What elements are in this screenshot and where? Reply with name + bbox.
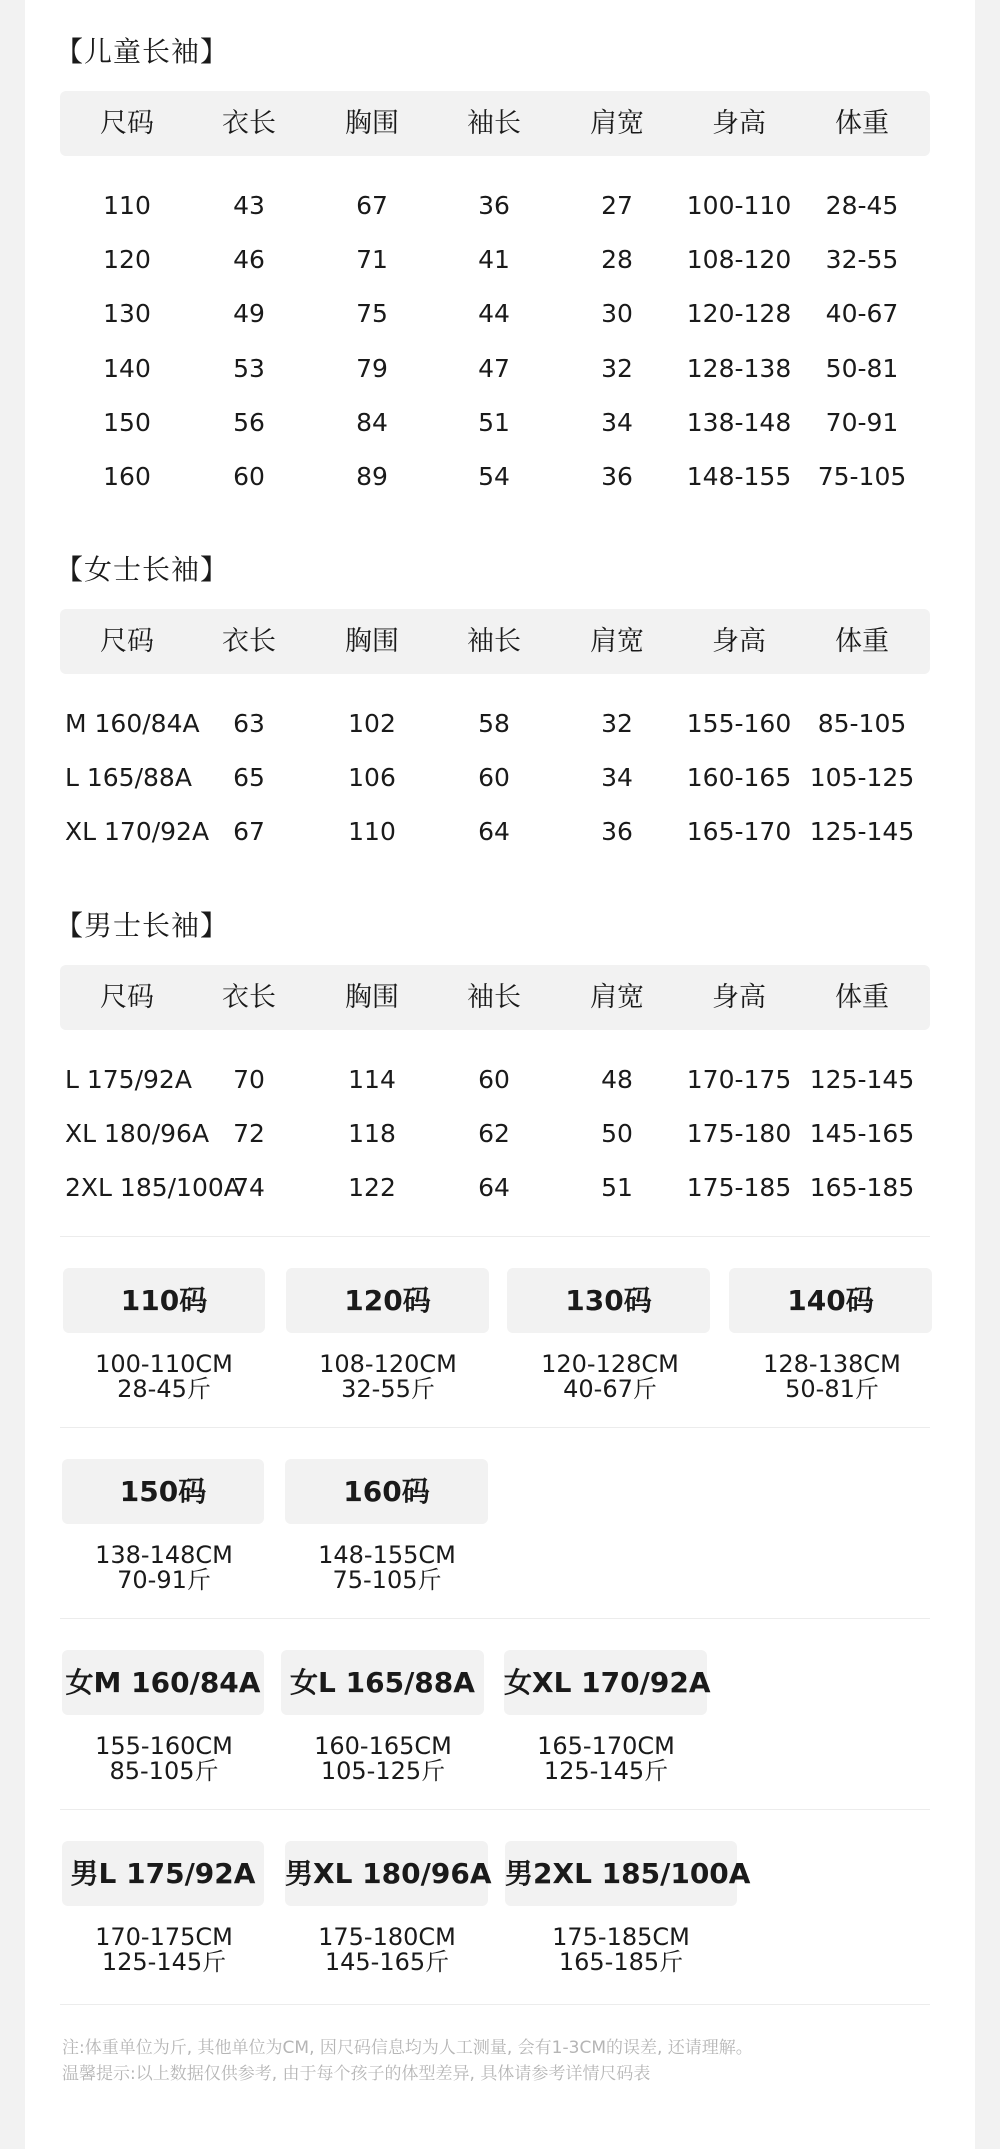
kids-cell-sleeve: 36: [478, 191, 510, 220]
men-cell-sleeve: 60: [478, 1065, 510, 1094]
kids-cell-size: 110: [103, 191, 151, 220]
kids-cell-shoulder: 30: [601, 299, 633, 329]
men-header-size: 尺码: [100, 982, 154, 1013]
size-weight-140: 50-81斤: [785, 1375, 879, 1403]
women-cell-weight: 105-125: [809, 763, 915, 792]
kids-cell-weight: 28-45: [825, 191, 899, 220]
women-cell-shoulder: 34: [601, 763, 633, 792]
size-height-150: 138-148CM: [95, 1541, 233, 1569]
women-cell-size: L 165/88A: [65, 763, 192, 792]
men-header-weight: 体重: [835, 982, 889, 1013]
men-cell-length: 72: [233, 1119, 265, 1148]
men-cell-weight: 125-145: [809, 1065, 915, 1094]
women-cell-sleeve: 64: [478, 817, 510, 846]
kids-cell-chest: 67: [356, 191, 388, 220]
kids-header-weight: 体重: [835, 108, 889, 139]
footnote-units: 注:体重单位为斤, 其他单位为CM, 因尺码信息均为人工测量, 会有1-3CM的误差, 还请理解。: [62, 2038, 753, 2058]
kids-cell-size: 120: [103, 245, 151, 275]
kids-cell-chest: 75: [356, 299, 388, 329]
kids-cell-weight: 75-105: [817, 462, 907, 491]
men-cell-height: 175-180: [686, 1119, 792, 1148]
size-badge-women-m: 女M 160/84A: [62, 1650, 264, 1715]
kids-cell-weight: 50-81: [825, 353, 899, 383]
women-header-shoulder: 肩宽: [590, 626, 644, 657]
kids-cell-length: 46: [233, 245, 265, 275]
size-weight-men-xl: 145-165斤: [324, 1948, 450, 1976]
kids-cell-sleeve: 47: [478, 353, 510, 383]
women-cell-shoulder: 32: [601, 709, 633, 738]
women-cell-weight: 85-105: [817, 709, 907, 738]
kids-cell-shoulder: 32: [601, 353, 633, 383]
size-badge-women-xl: 女XL 170/92A: [504, 1650, 707, 1715]
size-height-men-2xl: 175-185CM: [552, 1923, 690, 1951]
kids-cell-weight: 40-67: [825, 299, 899, 329]
women-cell-length: 65: [233, 763, 265, 792]
kids-cell-weight: 70-91: [825, 407, 899, 437]
size-badge-men-xl: 男XL 180/96A: [285, 1841, 488, 1906]
kids-header-size: 尺码: [100, 108, 154, 139]
kids-cell-size: 140: [103, 353, 151, 383]
men-header-height: 身高: [712, 982, 766, 1013]
kids-cell-shoulder: 34: [601, 407, 633, 437]
men-cell-shoulder: 48: [601, 1065, 633, 1094]
women-cell-weight: 125-145: [809, 817, 915, 846]
women-cell-chest: 110: [348, 817, 396, 846]
women-section-title: 【女士长袖】: [55, 553, 230, 586]
kids-cell-sleeve: 41: [478, 245, 510, 275]
size-weight-110: 28-45斤: [117, 1375, 211, 1403]
kids-cell-sleeve: 44: [478, 299, 510, 329]
men-cell-shoulder: 51: [601, 1173, 633, 1202]
size-badge-130: 130码: [507, 1268, 710, 1333]
men-cell-size: XL 180/96A: [65, 1119, 210, 1148]
size-weight-men-l: 125-145斤: [101, 1948, 227, 1976]
kids-cell-length: 60: [233, 462, 265, 491]
men-cell-height: 175-185: [686, 1173, 792, 1202]
men-cell-sleeve: 62: [478, 1119, 510, 1148]
size-badge-men-l: 男L 175/92A: [62, 1841, 264, 1906]
footnote-tip: 温馨提示:以上数据仅供参考, 由于每个孩子的体型差异, 具体请参考详情尺码表: [62, 2064, 651, 2084]
kids-cell-shoulder: 27: [601, 191, 633, 220]
women-cell-shoulder: 36: [601, 817, 633, 846]
kids-cell-weight: 32-55: [825, 245, 899, 275]
kids-header-height: 身高: [712, 108, 766, 139]
divider: [60, 1236, 930, 1237]
size-weight-women-xl: 125-145斤: [543, 1757, 669, 1785]
men-section-title: 【男士长袖】: [55, 909, 230, 942]
divider: [60, 1809, 930, 1810]
size-height-men-xl: 175-180CM: [318, 1923, 456, 1951]
women-cell-size: XL 170/92A: [65, 817, 210, 846]
kids-cell-length: 56: [233, 407, 265, 437]
divider: [60, 1618, 930, 1619]
kids-cell-height: 138-148: [686, 407, 792, 437]
kids-cell-size: 150: [103, 407, 151, 437]
kids-cell-height: 108-120: [686, 245, 792, 275]
women-cell-chest: 102: [348, 709, 396, 738]
kids-cell-height: 128-138: [686, 353, 792, 383]
women-cell-sleeve: 58: [478, 709, 510, 738]
size-badge-160: 160码: [285, 1459, 488, 1524]
size-badge-110: 110码: [63, 1268, 265, 1333]
women-header-length: 衣长: [222, 626, 276, 657]
men-cell-sleeve: 64: [478, 1173, 510, 1202]
women-cell-sleeve: 60: [478, 763, 510, 792]
kids-cell-chest: 79: [356, 353, 388, 383]
kids-cell-length: 43: [233, 191, 265, 220]
size-weight-women-l: 105-125斤: [320, 1757, 446, 1785]
size-badge-120: 120码: [286, 1268, 489, 1333]
divider: [60, 2004, 930, 2005]
men-cell-shoulder: 50: [601, 1119, 633, 1148]
size-height-110: 100-110CM: [95, 1350, 233, 1378]
men-header-length: 衣长: [222, 982, 276, 1013]
size-badge-men-2xl: 男2XL 185/100A: [505, 1841, 737, 1906]
size-height-140: 128-138CM: [763, 1350, 901, 1378]
men-cell-height: 170-175: [686, 1065, 792, 1094]
size-weight-160: 75-105斤: [332, 1566, 442, 1594]
kids-cell-size: 130: [103, 299, 151, 329]
men-cell-chest: 118: [348, 1119, 396, 1148]
women-cell-length: 63: [233, 709, 265, 738]
kids-cell-shoulder: 28: [601, 245, 633, 275]
divider: [60, 1427, 930, 1428]
size-height-130: 120-128CM: [541, 1350, 679, 1378]
men-cell-chest: 114: [348, 1065, 396, 1094]
kids-cell-height: 148-155: [686, 462, 792, 491]
size-weight-150: 70-91斤: [117, 1566, 211, 1594]
kids-cell-chest: 71: [356, 245, 388, 275]
size-weight-130: 40-67斤: [563, 1375, 657, 1403]
size-height-women-m: 155-160CM: [95, 1732, 233, 1760]
men-cell-length: 70: [233, 1065, 265, 1094]
size-height-women-l: 160-165CM: [314, 1732, 452, 1760]
kids-header-sleeve: 袖长: [467, 108, 521, 139]
women-cell-height: 160-165: [686, 763, 792, 792]
men-cell-chest: 122: [348, 1173, 396, 1202]
men-cell-weight: 145-165: [809, 1119, 915, 1148]
size-weight-women-m: 85-105斤: [109, 1757, 219, 1785]
men-cell-size: L 175/92A: [65, 1065, 192, 1094]
size-badge-women-l: 女L 165/88A: [281, 1650, 484, 1715]
women-header-sleeve: 袖长: [467, 626, 521, 657]
size-weight-120: 32-55斤: [341, 1375, 435, 1403]
women-header-size: 尺码: [100, 626, 154, 657]
women-cell-chest: 106: [348, 763, 396, 792]
kids-cell-chest: 89: [356, 462, 388, 491]
size-height-120: 108-120CM: [319, 1350, 457, 1378]
kids-header-chest: 胸围: [345, 108, 399, 139]
size-height-men-l: 170-175CM: [95, 1923, 233, 1951]
men-header-sleeve: 袖长: [467, 982, 521, 1013]
size-badge-150: 150码: [62, 1459, 264, 1524]
size-weight-men-2xl: 165-185斤: [558, 1948, 684, 1976]
men-cell-weight: 165-185: [809, 1173, 915, 1202]
kids-cell-height: 120-128: [686, 299, 792, 329]
kids-header-length: 衣长: [222, 108, 276, 139]
kids-cell-length: 49: [233, 299, 265, 329]
women-cell-length: 67: [233, 817, 265, 846]
kids-cell-sleeve: 54: [478, 462, 510, 491]
women-header-weight: 体重: [835, 626, 889, 657]
men-cell-size: 2XL 185/100A: [65, 1173, 241, 1202]
size-height-women-xl: 165-170CM: [537, 1732, 675, 1760]
kids-cell-chest: 84: [356, 407, 388, 437]
kids-cell-size: 160: [103, 462, 151, 491]
women-cell-size: M 160/84A: [65, 709, 200, 738]
men-header-shoulder: 肩宽: [590, 982, 644, 1013]
kids-cell-sleeve: 51: [478, 407, 510, 437]
women-cell-height: 155-160: [686, 709, 792, 738]
men-header-chest: 胸围: [345, 982, 399, 1013]
size-height-160: 148-155CM: [318, 1541, 456, 1569]
kids-section-title: 【儿童长袖】: [55, 35, 230, 68]
size-badge-140: 140码: [729, 1268, 932, 1333]
kids-header-shoulder: 肩宽: [590, 108, 644, 139]
women-header-chest: 胸围: [345, 626, 399, 657]
kids-cell-shoulder: 36: [601, 462, 633, 491]
women-header-height: 身高: [712, 626, 766, 657]
kids-cell-height: 100-110: [686, 191, 792, 220]
women-cell-height: 165-170: [686, 817, 792, 846]
kids-cell-length: 53: [233, 353, 265, 383]
men-cell-length: 74: [233, 1173, 265, 1202]
